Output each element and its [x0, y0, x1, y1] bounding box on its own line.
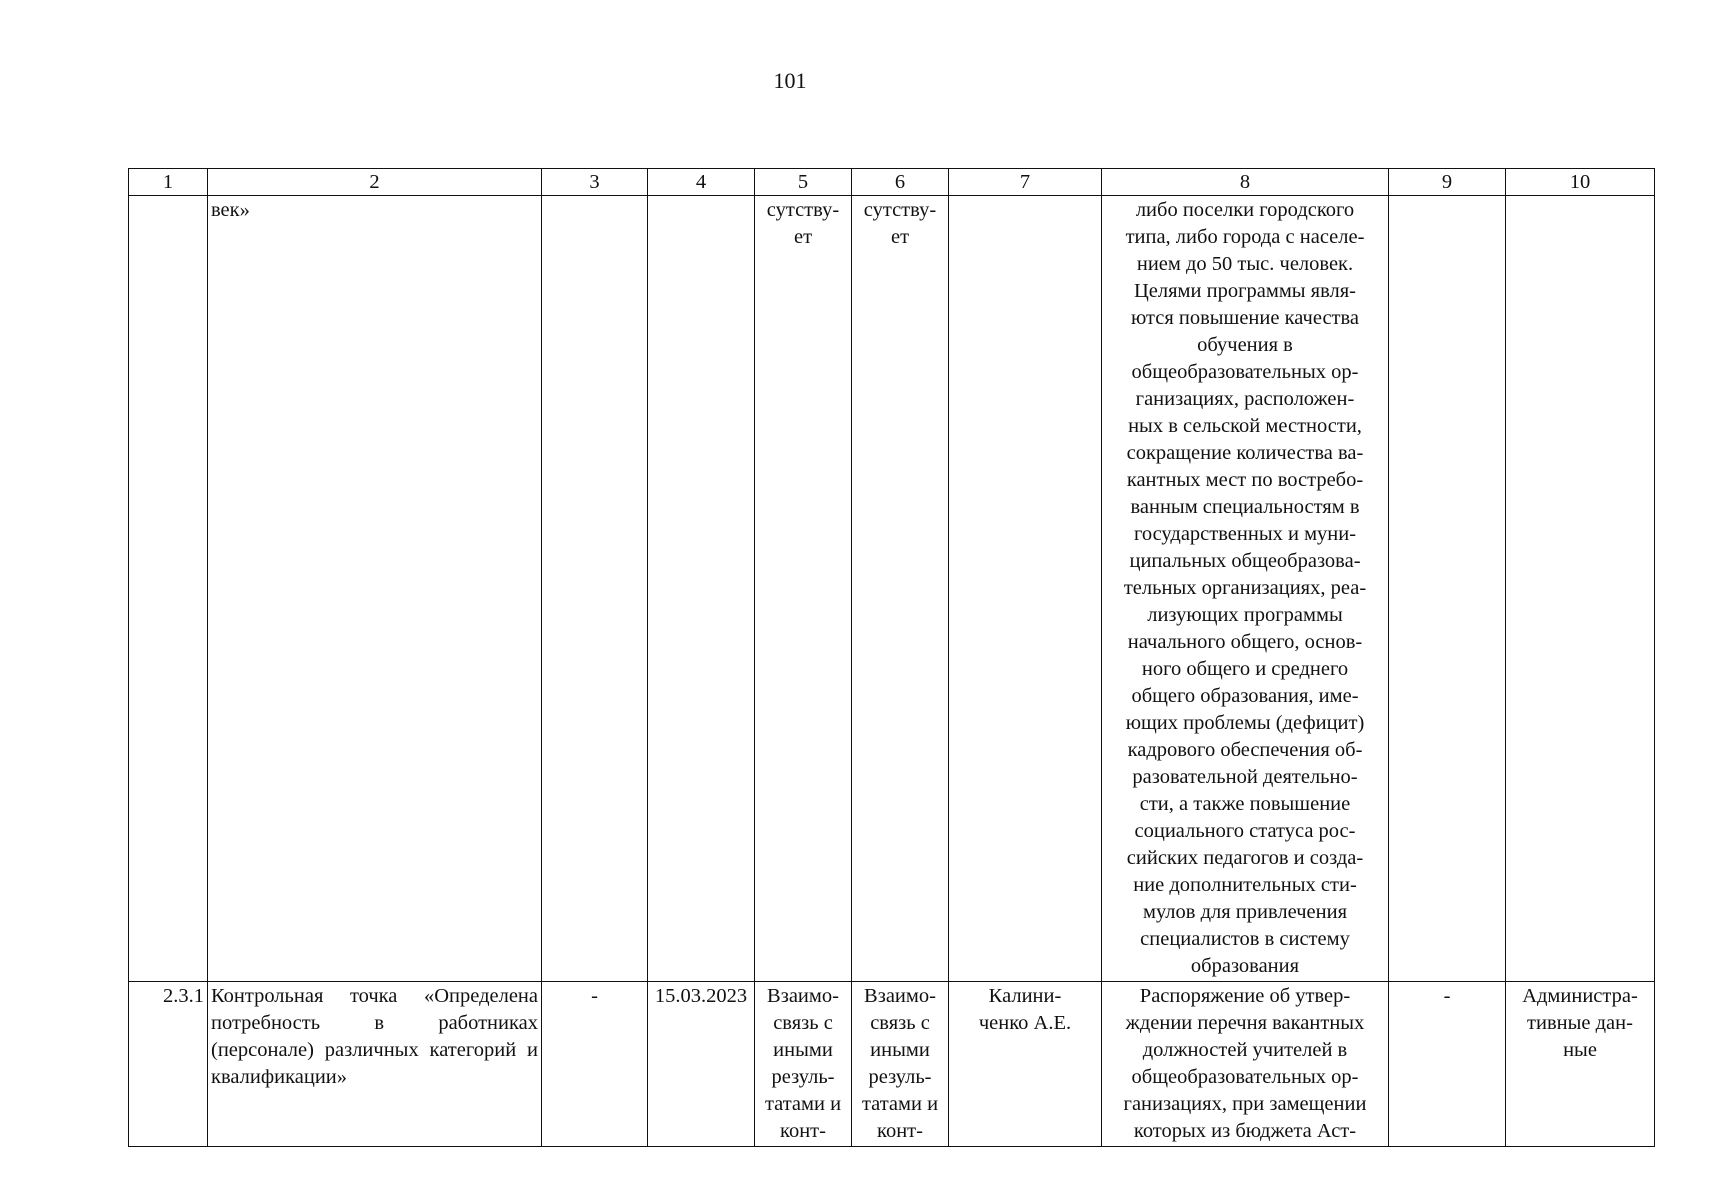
cell-line: нием до 50 тыс. человек. — [1136, 253, 1354, 275]
column-number: 6 — [852, 169, 949, 196]
cell-c7-responsible — [949, 982, 1102, 1147]
column-number: 1 — [129, 169, 208, 196]
column-number: 3 — [542, 169, 648, 196]
cell-c2: век» — [208, 196, 542, 982]
cell-line: ет — [890, 226, 910, 248]
cell-line: специалистов в систему — [1140, 928, 1350, 950]
column-number-row — [129, 169, 1655, 196]
cell-line: тивные дан- — [1527, 1012, 1633, 1034]
cell-line: ждении перечня вакантных — [1125, 1012, 1365, 1034]
cell-c9 — [1389, 196, 1506, 982]
cell-line: должностей учителей в — [1142, 1039, 1348, 1061]
cell-c8-document — [1102, 982, 1389, 1147]
cell-line: иными — [870, 1039, 930, 1061]
cell-line: ганизациях, расположен- — [1135, 388, 1355, 410]
cell-line: тельных организациях, реа- — [1123, 577, 1367, 599]
cell-line: либо поселки городского — [1135, 199, 1355, 221]
cell-line: конт- — [780, 1120, 826, 1142]
cell-line: сутству- — [863, 199, 937, 221]
cell-line: иными — [773, 1039, 833, 1061]
cell-c2-checkpoint: Контрольная точка «Определена потребность в работниках (персонале) различных категорий и квалификации» — [208, 982, 542, 1147]
cell-line: кантных мест по востребо- — [1126, 469, 1364, 491]
cell-line: мулов для привлечения — [1142, 901, 1348, 923]
cell-line: Целями программы явля- — [1133, 280, 1357, 302]
cell-line: сутству- — [766, 199, 840, 221]
cell-c3: - — [542, 982, 648, 1147]
cell-c10 — [1506, 196, 1655, 982]
cell-line: ние дополнительных сти- — [1133, 874, 1357, 896]
cell-line: Калини- — [988, 985, 1062, 1007]
cell-line: сти, а также повышение — [1139, 793, 1351, 815]
cell-line: ципальных общеобразова- — [1129, 550, 1361, 572]
cell-line: сокращение количества ва- — [1126, 442, 1364, 464]
cell-line: общего образования, име- — [1131, 685, 1359, 707]
column-number: 4 — [648, 169, 755, 196]
cell-line: ет — [793, 226, 813, 248]
cell-c5 — [755, 196, 852, 982]
column-number: 8 — [1102, 169, 1389, 196]
column-number: 2 — [208, 169, 542, 196]
cell-line: татами и — [764, 1093, 842, 1115]
cell-line: татами и — [861, 1093, 939, 1115]
cell-line: общеобразовательных ор- — [1131, 1066, 1359, 1088]
cell-line: связь с — [870, 1012, 930, 1034]
cell-line: ных в сельской местности, — [1128, 415, 1362, 437]
cell-line: ются повышение качества — [1130, 307, 1360, 329]
cell-line: обучения в — [1197, 334, 1293, 356]
page-number: 101 — [773, 68, 807, 93]
cell-line: ганизациях, при замещении — [1123, 1093, 1367, 1115]
cell-line: Распоряжение об утвер- — [1139, 985, 1351, 1007]
cell-line: которых из бюджета Аст- — [1133, 1120, 1357, 1142]
cell-line: ченко А.Е. — [978, 1012, 1072, 1034]
cell-c5 — [755, 982, 852, 1147]
cell-line: кадрового обеспечения об- — [1127, 739, 1363, 761]
cell-c4-date: 15.03.2023 — [648, 982, 755, 1147]
table-row-continuation — [129, 196, 1655, 982]
cell-line: связь с — [773, 1012, 833, 1034]
cell-c6 — [852, 982, 949, 1147]
cell-line: общеобразовательных ор- — [1131, 361, 1359, 383]
cell-c6 — [852, 196, 949, 982]
cell-line: сийских педагогов и созда- — [1126, 847, 1364, 869]
plan-table — [128, 168, 1655, 1147]
cell-line: ванным специальностям в — [1130, 496, 1360, 518]
cell-line: ные — [1563, 1039, 1597, 1061]
table-row-2-3-1 — [129, 982, 1655, 1147]
cell-line: резуль- — [868, 1066, 932, 1088]
cell-line: ющих проблемы (дефицит) — [1125, 712, 1365, 734]
cell-line: типа, либо города с населе- — [1125, 226, 1365, 248]
cell-line: Взаимо- — [767, 985, 839, 1007]
cell-line: образования — [1190, 955, 1300, 977]
cell-line: конт- — [877, 1120, 923, 1142]
cell-c9: - — [1389, 982, 1506, 1147]
cell-line: государственных и муни- — [1133, 523, 1357, 545]
cell-row-number: 2.3.1 — [129, 982, 208, 1147]
cell-line: разовательной деятельно- — [1132, 766, 1358, 788]
cell-line: резуль- — [771, 1066, 835, 1088]
cell-c8-description — [1102, 196, 1389, 982]
column-number: 5 — [755, 169, 852, 196]
cell-c10-data-source — [1506, 982, 1655, 1147]
cell-c3 — [542, 196, 648, 982]
column-number: 7 — [949, 169, 1102, 196]
cell-line: социального статуса рос- — [1134, 820, 1356, 842]
cell-c1 — [129, 196, 208, 982]
cell-c7 — [949, 196, 1102, 982]
column-number: 9 — [1389, 169, 1506, 196]
column-number: 10 — [1506, 169, 1655, 196]
cell-c4 — [648, 196, 755, 982]
cell-line: лизующих программы — [1147, 604, 1343, 626]
cell-line: начального общего, основ- — [1127, 631, 1363, 653]
cell-line: Администра- — [1522, 985, 1638, 1007]
cell-line: Взаимо- — [864, 985, 936, 1007]
cell-line: ного общего и среднего — [1141, 658, 1349, 680]
